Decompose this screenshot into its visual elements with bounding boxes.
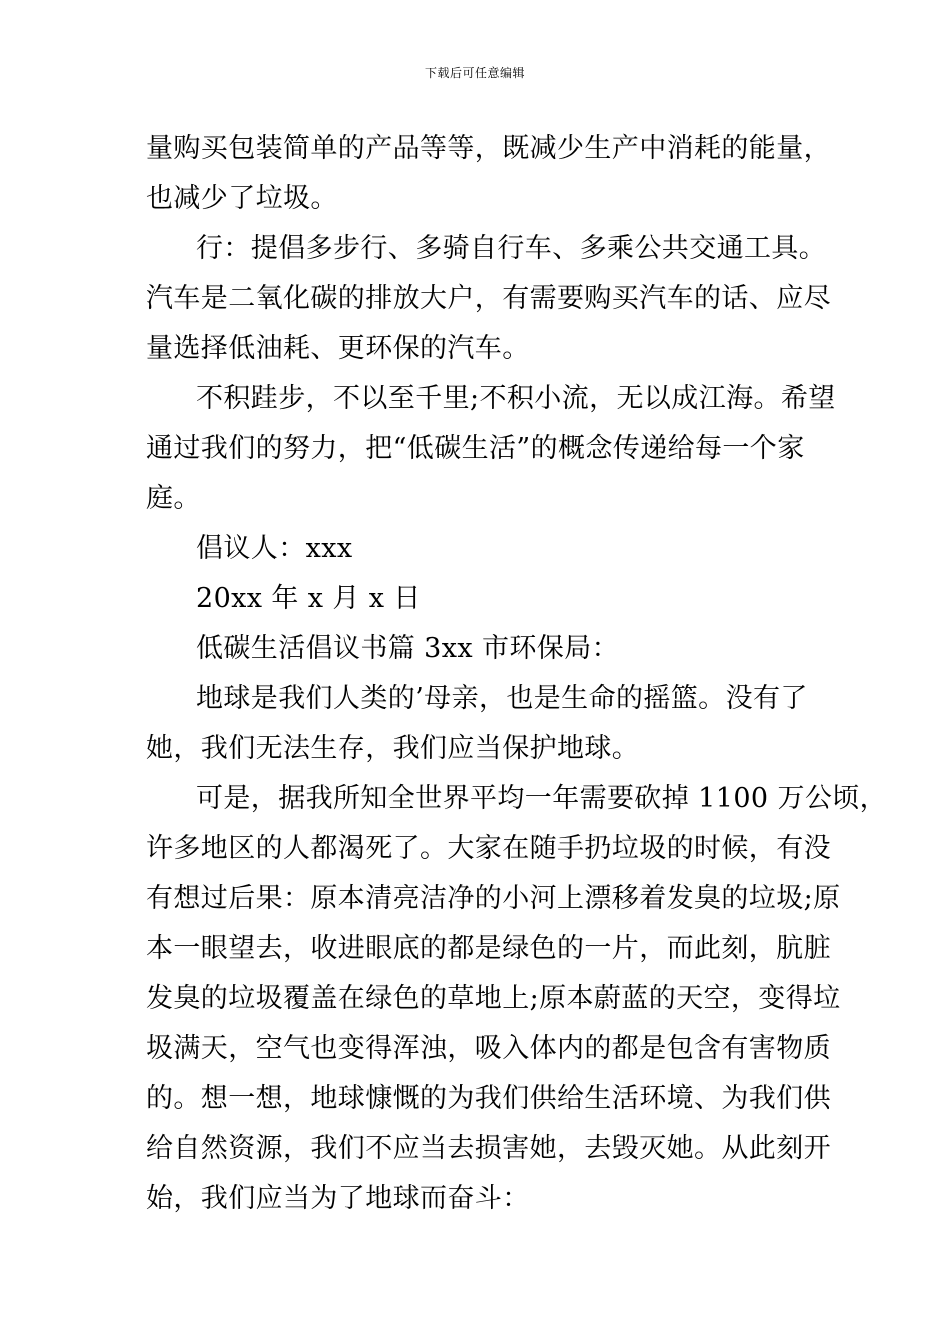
text-line: 的。想一想，地球慷慨的为我们供给生活环境、为我们供 (146, 1083, 831, 1114)
text-line: 有想过后果：原本清亮洁净的小河上漂移着发臭的垃圾;原 (146, 883, 841, 914)
text-line: 汽车是二氧化碳的排放大户，有需要购买汽车的话、应尽 (146, 283, 831, 314)
text-line: 量购买包装简单的产品等等，既减少生产中消耗的能量， (146, 133, 831, 164)
text-line: 也减少了垃圾。 (146, 183, 338, 214)
text-line: 地球是我们人类的’母亲，也是生命的摇篮。没有了 (196, 683, 808, 714)
text-line: 发臭的垃圾覆盖在绿色的草地上;原本蔚蓝的天空，变得垃 (146, 983, 841, 1014)
section-heading: 低碳生活倡议书篇 3xx 市环保局： (196, 633, 619, 664)
text-line: 圾满天，空气也变得浑浊，吸入体内的都是包含有害物质 (146, 1033, 831, 1064)
text-line: 通过我们的努力，把“低碳生活”的概念传递给每一个家 (146, 433, 805, 464)
text-line: 不积跬步，不以至千里;不积小流，无以成江海。希望 (196, 383, 836, 414)
signer-line: 倡议人：xxx (196, 533, 353, 564)
text-line: 她，我们无法生存，我们应当保护地球。 (146, 733, 640, 764)
text-line: 本一眼望去，收进眼底的都是绿色的一片，而此刻，肮脏 (146, 933, 831, 964)
text-line: 量选择低油耗、更环保的汽车。 (146, 333, 530, 364)
text-line: 可是，据我所知全世界平均一年需要砍掉 1100 万公顷， (196, 783, 888, 814)
text-line: 给自然资源，我们不应当去损害她，去毁灭她。从此刻开 (146, 1133, 831, 1164)
text-line: 许多地区的人都渴死了。大家在随手扔垃圾的时候，有没 (146, 833, 831, 864)
text-line: 行：提倡多步行、多骑自行车、多乘公共交通工具。 (196, 233, 827, 264)
header-note: 下载后可任意编辑 (424, 66, 525, 80)
date-line: 20xx 年 x 月 x 日 (196, 583, 421, 614)
text-line: 庭。 (146, 483, 201, 514)
document-body (146, 124, 888, 1224)
text-line: 始，我们应当为了地球而奋斗： (146, 1183, 530, 1214)
